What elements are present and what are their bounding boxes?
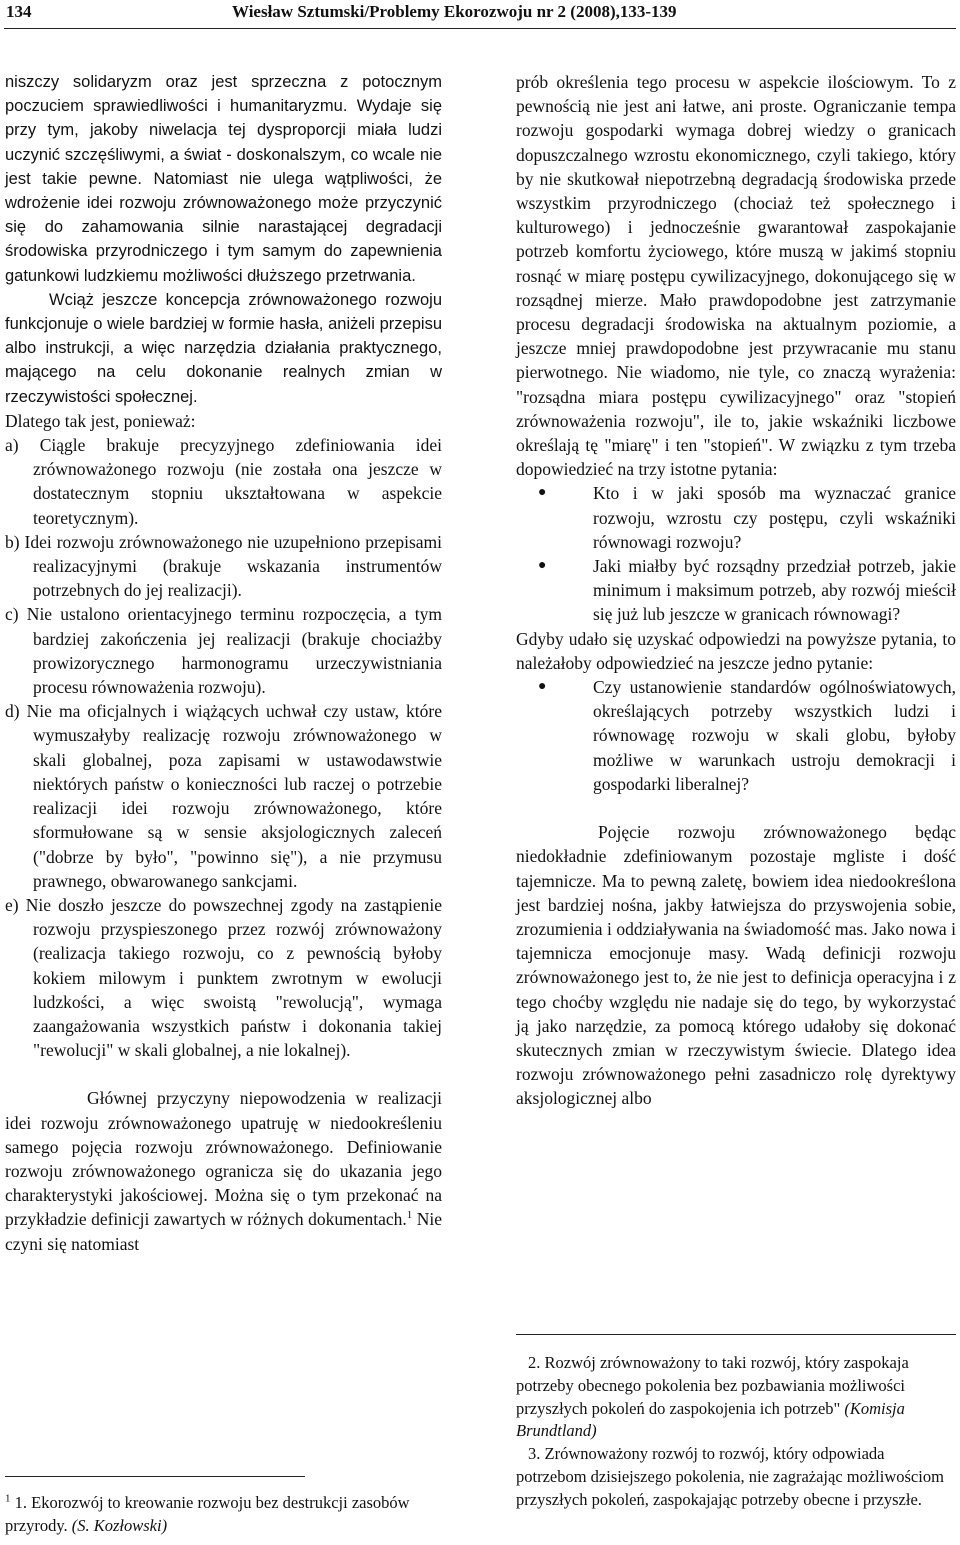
left-column (5, 70, 442, 1256)
list-item: a) Ciągle brakuje precyzyjnego zdefiniowania idei zrównoważonego rozwoju (nie została ona jeszcze w dostatecznym stopniu ukształtowana w aspekcie teoretycznym). (5, 435, 442, 528)
spacer (5, 1062, 442, 1086)
running-head-title: Wiesław Sztumski/Problemy Ekorozwoju nr 2 (2008),133-139 (232, 2, 677, 21)
footnote-rule (516, 1334, 956, 1335)
footnote-author: (S. Kozłowski) (71, 1515, 168, 1535)
running-header (0, 0, 960, 30)
list-item-text: Czy ustanowienie standardów ogólnoświatowych, określających potrzeby wszystkich ludzi i równowagę rozwoju w skali globu, byłoby możliwe w warunkach ustroju demokracji i gospodarki liberalnej? (593, 677, 956, 794)
footnote-mark: 1 (5, 1492, 11, 1505)
list-item-text: Kto i w jaki sposób ma wyznaczać granice rozwoju, wzrostu czy postępu, czyli wskaźniki równowagi rozwoju? (593, 483, 956, 552)
list-item: d) Nie ma oficjalnych i wiążących uchwał czy ustaw, które wymuszałyby realizację rozwoju zrównoważonego w skali globalnej, poza zapisami w ustawodawstwie niektórych państw o konieczności lub raczej o potrzebie realizacji idei rozwoju zrównoważonego, które sformułowane są w sensie aksjologicznych zaleceń ("dobrze by było", "powinno się"), a nie przymusu prawnego, obwarowanego sankcjami. (5, 701, 442, 891)
paragraph: prób określenia tego procesu w aspekcie ilościowym. To z pewnością nie jest ani łatwe, ani proste. Ograniczanie tempa rozwoju gospodarki wymaga dobrej wiedzy o granicach dopuszczalnego wzrostu ekonomicznego, czyli takiego, który by nie skutkował niepotrzebną degradacją środowiska przede wszystkim przyrodniczego (chociaż też społecznego i kulturowego) i jednocześnie gwarantował zaspokajanie potrzeb komfortu życiowego, które muszą w jakimś stopniu rosnąć w miarę postępu cywilizacyjnego, dokonującego się w rozsądnej mierze. Mało prawdopodobne jest zatrzymanie procesu degradacji środowiska na aktualnym poziomie, a jeszcze mniej prawdopodobne jest przywracanie mu stanu pierwotnego. Nie wiadomo, nie tyle, co znaczą wyrażenia: "rozsądna miara postępu cywilizacyjnego" oraz "stopień zrównoważenia rozwoju", ile to, jakie wskaźniki liczbowe określają tę "miarę" i ten "stopień". W związku z tym trzeba dopowiedzieć na trzy istotne pytania: (516, 72, 956, 480)
footnote (516, 1443, 956, 1511)
footnote-text: Zrównoważony rozwój to rozwój, który odpowiada potrzebom dzisiejszego pokolenia, nie zagrażając możliwościom przyszłych pokoleń, zaspokajając potrzeby obecne i przyszłe. (516, 1444, 944, 1509)
reason-list (5, 433, 442, 1062)
paragraph: niszczy solidaryzm oraz jest sprzeczna z potocznym poczuciem sprawiedliwości i humanitaryzmu. Wydaje się przy tym, jakoby niwelacja tej dysproporcji miała ludzi uczynić szczęśliwymi, a świat - doskonalszym, co wcale nie jest takie pewne. Natomiast nie ulega wątpliwości, że wdrożenie idei rozwoju zrównoważonego może przyczynić się do zahamowania silnie narastającej degradacji środowiska przyrodniczego i tym samym do zapewnienia gatunkowi ludzkiemu możliwości dłuższego przetrwania. (5, 73, 442, 285)
footnote-number: 3. (528, 1444, 541, 1464)
list-item (516, 675, 956, 796)
list-item (516, 554, 956, 627)
right-column (516, 70, 956, 1111)
footnote (516, 1352, 956, 1443)
list-item: b) Idei rozwoju zrównoważonego nie uzupełniono przepisami realizacyjnymi (brakuje wskazania instrumentów potrzebnych do jej realizacji). (5, 531, 442, 601)
footnote-rule (5, 1476, 305, 1477)
question-list (516, 675, 956, 796)
bullet-icon: ● (538, 485, 547, 501)
paragraph: Dlatego tak jest, ponieważ: (5, 410, 196, 431)
paragraph-text: Nie czyni się natomiast (5, 1209, 442, 1254)
list-item: c) Nie ustalono orientacyjnego terminu rozpoczęcia, a tym bardziej zakończenia jej realizacji (brakuje chociażby prowizorycznego harmonogramu urzeczywistniania procesu równoważenia rozwoju). (5, 604, 442, 698)
footnote-text: 1. Ekorozwój to kreowanie rozwoju bez destrukcji zasobów przyrody. (5, 1493, 410, 1535)
list-item (516, 481, 956, 554)
footnote-source: (Komisja Brundtland) (516, 1398, 905, 1441)
footnote-text: 2. Rozwój zrównoważony to taki rozwój, który zaspokaja potrzeby obecnego pokolenia bez pozbawiania możliwości przyszłych pokoleń do zaspokojenia ich potrzeb" (516, 1353, 909, 1418)
bullet-icon: ● (538, 558, 547, 574)
question-list (516, 481, 956, 626)
paragraph: Gdyby udało się uzyskać odpowiedzi na powyższe pytania, to należałoby odpowiedzieć na jeszcze jedno pytanie: (516, 628, 956, 673)
page-number: 134 (6, 2, 32, 21)
list-item: e) Nie doszło jeszcze do powszechnej zgody na zastąpienie rozwoju przyspieszonego przez rozwój zrównoważony (realizacja takiego rozwoju, co z pewnością byłoby kokiem milowym i punktem zwrotnym w ewolucji ludzkości, a więc swoistą "rewolucją", wymaga zaangażowania wszystkich państw i dokonania takiej "rewolucji" w skali globalnej, a nie lokalnej). (5, 894, 442, 1061)
footnote (5, 1492, 445, 1538)
list-item-text: Jaki miałby być rozsądny przedział potrzeb, jakie minimum i maksimum potrzeb, aby rozwój mieścił się już lub jeszcze w granicach równowagi? (593, 556, 956, 625)
spacer (516, 796, 956, 820)
bullet-icon: ● (538, 679, 547, 695)
paragraph: Pojęcie rozwoju zrównoważonego będąc niedokładnie zdefiniowanym pozostaje mgliste i dość tajemnicze. Ma to pewną zaletę, bowiem idea niedookreślona jest bardziej nośna, jakby łatwiejsza do przyswojenia sobie, zrozumienia i oddziaływania na świadomość mas. Jako nowa i tajemnicza emocjonuje masy. Wadą definicji rozwoju zrównoważonego jest to, że nie jest to definicja operacyjna i z tego choćby względu nie nadaje się do tego, by wykorzystać ją jako narzędzie, za pomocą którego udałoby się dokonać skutecznych zmian w rzeczywistym świecie. Dlatego idea rozwoju zrównoważonego pełni zasadniczo rolę dyrektywy aksjologicznej albo (516, 822, 956, 1109)
paragraph (5, 1086, 442, 1255)
header-rule (4, 28, 956, 29)
paragraph: Wciąż jeszcze koncepcja zrównoważonego rozwoju funkcjonuje o wiele bardziej w formie hasła, aniżeli przepisu albo instrukcji, a więc narzędzia działania praktycznego, mającego na celu dokonanie realnych zmian w rzeczywistości społecznej. (5, 290, 442, 406)
footnotes (516, 1352, 956, 1512)
footnote-ref: 1 (406, 1209, 413, 1222)
paragraph-text: Głównej przyczyny niepowodzenia w realizacji idei rozwoju zrównoważonego upatruję w niedookreśleniu samego pojęcia rozwoju zrównoważonego. Definiowanie rozwoju zrównoważonego ogranicza się do ukazania jego charakterystyki jakościowej. Można się o tym przekonać na przykładzie definicji zawartych w różnych dokumentach. (5, 1088, 442, 1230)
